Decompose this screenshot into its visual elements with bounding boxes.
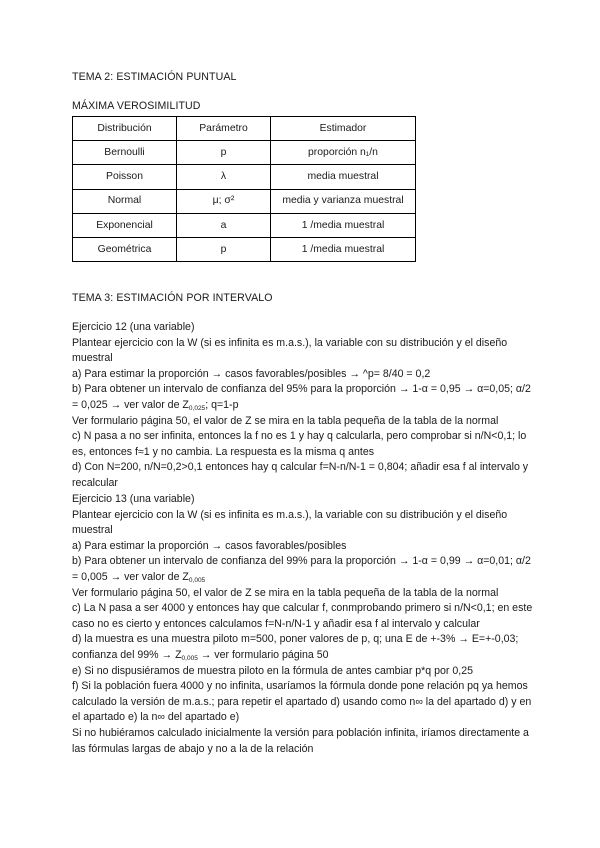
ej13-line: Si no hubiéramos calculado inicialmente la versión para población infinita, iríamos directamente a las fórmulas largas de abajo y no a la de la relación — [72, 726, 529, 755]
ejercicio-12 — [72, 320, 538, 492]
ej13-line: a) Para estimar la proporción → casos favorables/posibles — [72, 539, 347, 552]
cell-parametro: μ; σ² — [177, 189, 271, 213]
z-subscript: 0,005 — [188, 576, 206, 584]
cell-estimador: 1 /media muestral — [271, 213, 416, 237]
col-header-estimador: Estimador — [271, 117, 416, 141]
ej13-title: Ejercicio 13 (una variable) — [72, 493, 195, 505]
ej13-line: e) Si no dispusiéramos de muestra piloto en la fórmula de antes cambiar p*q por 0,25 — [72, 664, 474, 677]
cell-distribucion: Normal — [73, 189, 177, 213]
table-row — [73, 189, 416, 213]
col-header-distribucion: Distribución — [73, 117, 177, 141]
cell-distribucion: Geométrica — [73, 237, 177, 261]
ej12-line: d) Con N=200, n/N=0,2>0,1 entonces hay q calcular f=N-n/N-1 = 0,804; añadir esa f al intervalo y recalcular — [72, 461, 529, 489]
tema3-title: TEMA 3: ESTIMACIÓN POR INTERVALO — [72, 292, 273, 304]
cell-distribucion: Poisson — [73, 165, 177, 189]
table-header-row — [73, 117, 416, 141]
table-row — [73, 213, 416, 237]
cell-parametro: p — [177, 141, 271, 165]
ej12-line: Ver formulario página 50, el valor de Z se mira en la tabla pequeña de la tabla de la normal — [72, 414, 499, 427]
ejercicio-13 — [72, 492, 538, 757]
z-subscript: 0,005 — [181, 654, 198, 662]
ej13-line: f) Si la población fuera 4000 y no infinita, usaríamos la fórmula donde pone relación pq ya hemos calculado la versión de m.a.s.; para repetir el apartado d) usando como n∞ la del apartado d) y en el apartado e) la n∞ del apartado e) — [72, 680, 532, 724]
mv-table — [72, 116, 416, 262]
ej13-line: Ver formulario página 50, el valor de Z se mira en la tabla pequeña de la tabla de la normal — [72, 586, 499, 599]
cell-parametro: p — [177, 237, 271, 261]
cell-estimador: media muestral — [271, 165, 416, 189]
ej12-line: b) Para obtener un intervalo de confianza del 95% para la proporción → 1-α = 0,95 → α=0,05; α/2 = 0,025 → ver valor de $Z_{0,025}$; q=1-p — [72, 383, 531, 412]
cell-parametro: a — [177, 213, 271, 237]
mv-subtitle: MÁXIMA VEROSIMILITUD — [72, 100, 201, 112]
ej12-line: a) Para estimar la proporción → casos favorables/posibles → ^p= 8/40 = 0,2 — [72, 367, 431, 380]
ej13-line: b) Para obtener un intervalo de confianza del 99% para la proporción → 1-α = 0,99 → α=0,01; α/2 = 0,005 → ver valor de $Z_{0,005}$ — [72, 555, 531, 584]
tema2-title: TEMA 2: ESTIMACIÓN PUNTUAL — [72, 71, 237, 83]
col-header-parametro: Parámetro — [177, 117, 271, 141]
ej12-line: Plantear ejercicio con la W (si es infinita es m.a.s.), la variable con su distribución y el diseño muestral — [72, 336, 508, 365]
ej12-title: Ejercicio 12 (una variable) — [72, 321, 195, 333]
cell-estimador: 1 /media muestral — [271, 237, 416, 261]
z-subscript: 0,025 — [188, 404, 206, 412]
ej13-line: c) La N pasa a ser 4000 y entonces hay que calcular f, conmprobando primero si n/N<0,1; en este caso no es cierto y entonces calculamos f=N-n/N-1 y añadir esa f al intervalo y calcular — [72, 602, 533, 630]
table-row — [73, 165, 416, 189]
ej13-line: Plantear ejercicio con la W (si es infinita es m.a.s.), la variable con su distribución y el diseño muestral — [72, 508, 508, 537]
table-row — [73, 141, 416, 165]
table-row — [73, 237, 416, 261]
cell-estimador: proporción n₁/n — [271, 141, 416, 165]
cell-distribucion: Exponencial — [73, 213, 177, 237]
ej12-line: c) N pasa a no ser infinita, entonces la f no es 1 y hay q calcularla, pero comprobar si n/N<0,1; lo es, entonces f≈1 y no cambia. La respuesta es la misma q antes — [72, 430, 527, 458]
cell-estimador: media y varianza muestral — [271, 189, 416, 213]
ej13-line: d) la muestra es una muestra piloto m=500, poner valores de p, q; una E de +-3% → E=+-0,03; confianza del $99\% \to Z_{0,005}$ → ver formulario página 50 — [72, 633, 519, 662]
cell-distribucion: Bernoulli — [73, 141, 177, 165]
cell-parametro: λ — [177, 165, 271, 189]
